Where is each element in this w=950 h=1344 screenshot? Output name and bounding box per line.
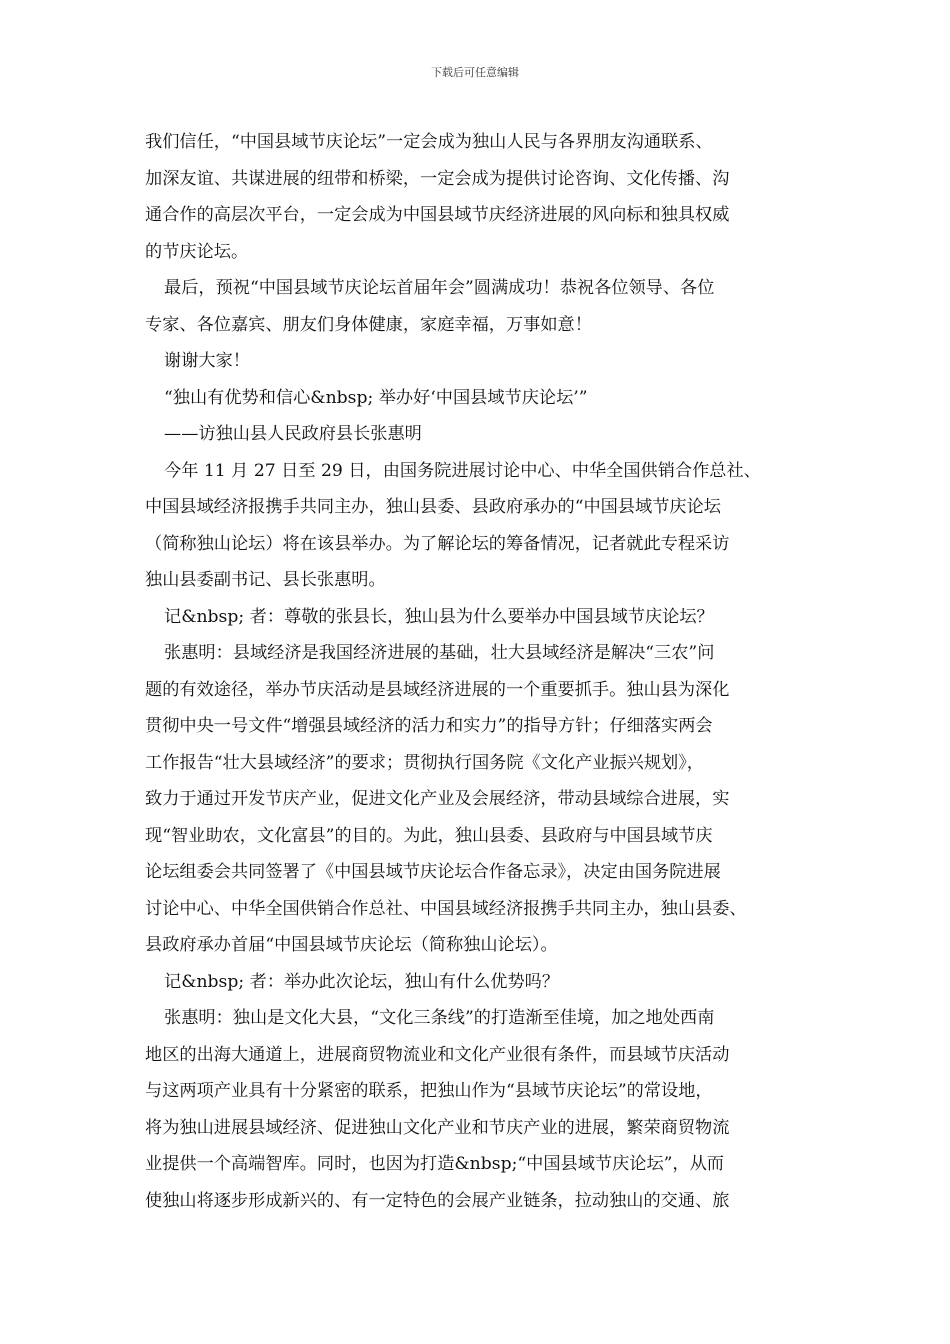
text-line: 中国县域经济报携手共同主办，独山县委、县政府承办的“中国县域节庆论坛 xyxy=(145,497,721,517)
text-line: 工作报告“壮大县域经济”的要求；贯彻执行国务院《文化产业振兴规划》， xyxy=(145,752,704,773)
text-line: 题的有效途径，举办节庆活动是县域经济进展的一个重要抓手。独山县为深化 xyxy=(145,679,730,700)
text-line: 将为独山进展县域经济、促进独山文化产业和节庆产业的进展，繁荣商贸物流 xyxy=(145,1117,730,1138)
text-line: 讨论中心、中华全国供销合作总社、中国县域经济报携手共同主办，独山县委、 xyxy=(145,898,747,919)
text-line: 贯彻中央一号文件“增强县域经济的活力和实力”的指导方针；仔细落实两会 xyxy=(145,716,713,736)
document-body xyxy=(145,124,825,1219)
interview-question: 记&nbsp; 者：尊敬的张县长，独山县为什么要举办中国县域节庆论坛？ xyxy=(164,606,714,627)
text-line: 地区的出海大通道上，进展商贸物流业和文化产业很有条件，而县域节庆活动 xyxy=(145,1044,730,1065)
interview-answer: 张惠明：县域经济是我国经济进展的基础，壮大县域经济是解决“三农”问 xyxy=(164,643,715,663)
text-line: 县政府承办首届“中国县域节庆论坛（简称独山论坛）。 xyxy=(145,935,558,955)
text-line: （简称独山论坛）将在该县举办。为了解论坛的筹备情况，记者就此专程采访 xyxy=(145,533,730,554)
text-line: 使独山将逐步形成新兴的、有一定特色的会展产业链条，拉动独山的交通、旅 xyxy=(145,1190,730,1211)
interview-question: 记&nbsp; 者：举办此次论坛，独山有什么优势吗？ xyxy=(164,971,560,992)
text-line: 今年 11 月 27 日至 29 日，由国务院进展讨论中心、中华全国供销合作总社、 xyxy=(164,460,761,481)
text-line: 业提供一个高端智库。同时，也因为打造&nbsp;“中国县域节庆论坛”，从而 xyxy=(145,1154,724,1174)
text-line: 独山县委副书记、县长张惠明。 xyxy=(145,570,386,590)
text-line: 论坛组委会共同签署了《中国县域节庆论坛合作备忘录》，决定由国务院进展 xyxy=(145,862,721,882)
article-title: “独山有优势和信心&nbsp; 举办好‘中国县域节庆论坛’” xyxy=(164,387,588,408)
article-subtitle: ——访独山县人民政府县长张惠明 xyxy=(164,424,422,444)
text-line: 通合作的高层次平台，一定会成为中国县域节庆经济进展的风向标和独具权威 xyxy=(145,205,730,225)
text-line: 谢谢大家！ xyxy=(164,351,250,371)
text-line: 专家、各位嘉宾、朋友们身体健康，家庭幸福，万事如意！ xyxy=(145,314,592,335)
text-line: 现“智业助农，文化富县”的目的。为此，独山县委、县政府与中国县域节庆 xyxy=(145,825,713,846)
interview-answer: 张惠明：独山是文化大县，“文化三条线”的打造渐至佳境，加之地处西南 xyxy=(164,1008,715,1028)
text-line: 与这两项产业具有十分紧密的联系，把独山作为“县域节庆论坛”的常设地， xyxy=(145,1081,713,1101)
page-header-note: 下载后可任意编辑 xyxy=(431,66,519,79)
text-line: 加深友谊、共谋进展的纽带和桥梁，一定会成为提供讨论咨询、文化传播、沟 xyxy=(145,168,730,189)
text-line: 我们信任，“中国县域节庆论坛”一定会成为独山人民与各界朋友沟通联系、 xyxy=(145,132,713,152)
text-line: 最后，预祝“中国县域节庆论坛首届年会”圆满成功！恭祝各位领导、各位 xyxy=(164,278,715,298)
text-line: 的节庆论坛。 xyxy=(145,241,249,262)
text-line: 致力于通过开发节庆产业，促进文化产业及会展经济，带动县域综合进展，实 xyxy=(145,789,730,809)
